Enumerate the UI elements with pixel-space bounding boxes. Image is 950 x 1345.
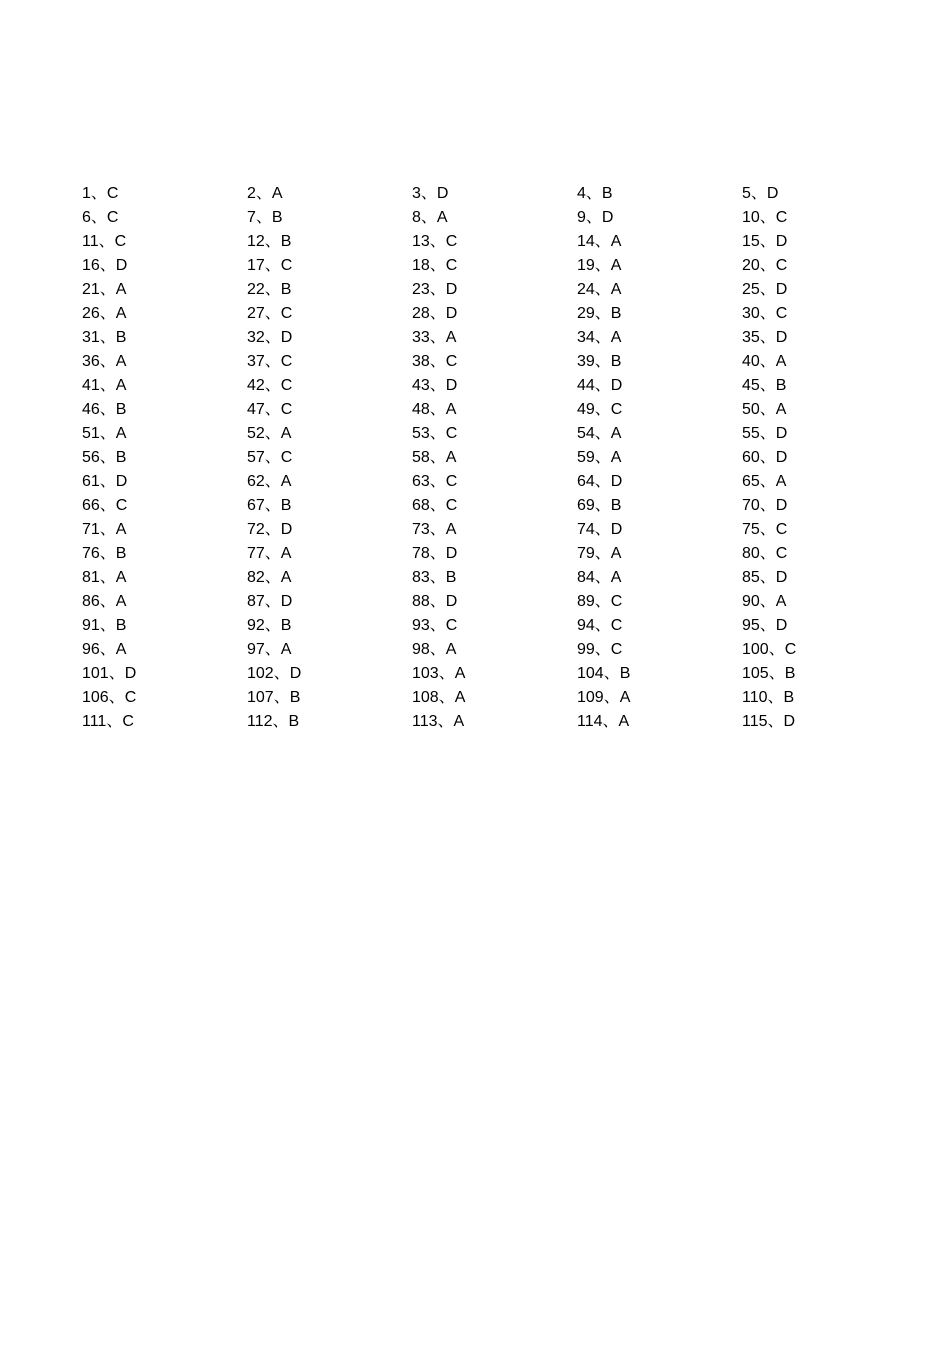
answer-item: 81、A — [82, 569, 127, 586]
answer-item: 106、C — [82, 689, 137, 706]
answer-item: 69、B — [577, 497, 622, 514]
answer-item: 20、C — [742, 257, 788, 274]
answer-item: 30、C — [742, 305, 788, 322]
answer-item: 62、A — [247, 473, 292, 490]
answer-item: 58、A — [412, 449, 457, 466]
answer-item: 11、C — [82, 233, 127, 250]
answer-item: 15、D — [742, 233, 788, 250]
answer-item: 114、A — [577, 713, 630, 730]
answer-item: 63、C — [412, 473, 458, 490]
answer-item: 108、A — [412, 689, 466, 706]
answer-item: 113、A — [412, 713, 465, 730]
answer-item: 21、A — [82, 281, 127, 298]
answer-item: 5、D — [742, 185, 779, 202]
answer-item: 89、C — [577, 593, 623, 610]
answer-item: 34、A — [577, 329, 622, 346]
answer-item: 14、A — [577, 233, 622, 250]
answer-item: 51、A — [82, 425, 127, 442]
answer-item: 68、C — [412, 497, 458, 514]
answer-item: 49、C — [577, 401, 623, 418]
answer-item: 104、B — [577, 665, 631, 682]
answer-item: 40、A — [742, 353, 787, 370]
answer-item: 87、D — [247, 593, 293, 610]
answer-item: 80、C — [742, 545, 788, 562]
answer-item: 46、B — [82, 401, 127, 418]
answer-item: 13、C — [412, 233, 458, 250]
answer-item: 88、D — [412, 593, 458, 610]
answer-item: 109、A — [577, 689, 631, 706]
answer-item: 56、B — [82, 449, 127, 466]
answer-item: 93、C — [412, 617, 458, 634]
answer-item: 74、D — [577, 521, 623, 538]
answer-item: 83、B — [412, 569, 457, 586]
answer-item: 1、C — [82, 185, 119, 202]
answer-item: 31、B — [82, 329, 127, 346]
answer-item: 111、C — [82, 713, 134, 730]
answer-item: 7、B — [247, 209, 283, 226]
answer-item: 78、D — [412, 545, 458, 562]
answer-item: 101、D — [82, 665, 137, 682]
answer-item: 102、D — [247, 665, 302, 682]
answer-item: 66、C — [82, 497, 128, 514]
answer-item: 85、D — [742, 569, 788, 586]
answer-item: 95、D — [742, 617, 788, 634]
answer-item: 8、A — [412, 209, 448, 226]
answer-item: 61、D — [82, 473, 128, 490]
answer-item: 103、A — [412, 665, 466, 682]
answer-item: 19、A — [577, 257, 622, 274]
answer-item: 92、B — [247, 617, 292, 634]
answer-item: 47、C — [247, 401, 293, 418]
answer-item: 17、C — [247, 257, 293, 274]
answer-item: 112、B — [247, 713, 300, 730]
answer-item: 91、B — [82, 617, 127, 634]
answer-item: 53、C — [412, 425, 458, 442]
answer-item: 67、B — [247, 497, 292, 514]
answer-item: 35、D — [742, 329, 788, 346]
answer-item: 33、A — [412, 329, 457, 346]
answer-item: 97、A — [247, 641, 292, 658]
answer-item: 48、A — [412, 401, 457, 418]
answer-item: 36、A — [82, 353, 127, 370]
answer-item: 45、B — [742, 377, 787, 394]
answer-item: 42、C — [247, 377, 293, 394]
answer-item: 18、C — [412, 257, 458, 274]
answer-item: 9、D — [577, 209, 614, 226]
answer-item: 94、C — [577, 617, 623, 634]
answer-item: 98、A — [412, 641, 457, 658]
answer-item: 44、D — [577, 377, 623, 394]
answer-item: 25、D — [742, 281, 788, 298]
answer-item: 32、D — [247, 329, 293, 346]
answer-item: 4、B — [577, 185, 613, 202]
answer-item: 59、A — [577, 449, 622, 466]
answer-item: 2、A — [247, 185, 283, 202]
answer-item: 64、D — [577, 473, 623, 490]
answer-item: 29、B — [577, 305, 622, 322]
answer-item: 43、D — [412, 377, 458, 394]
answer-item: 70、D — [742, 497, 788, 514]
answer-item: 26、A — [82, 305, 127, 322]
answer-item: 6、C — [82, 209, 119, 226]
answer-item: 16、D — [82, 257, 128, 274]
answer-item: 96、A — [82, 641, 127, 658]
answer-item: 24、A — [577, 281, 622, 298]
answer-item: 60、D — [742, 449, 788, 466]
answer-item: 52、A — [247, 425, 292, 442]
answer-item: 86、A — [82, 593, 127, 610]
answer-item: 22、B — [247, 281, 292, 298]
answer-item: 39、B — [577, 353, 622, 370]
answer-item: 73、A — [412, 521, 457, 538]
answer-item: 23、D — [412, 281, 458, 298]
answer-item: 10、C — [742, 209, 788, 226]
answer-item: 77、A — [247, 545, 292, 562]
answer-item: 12、B — [247, 233, 292, 250]
answer-item: 3、D — [412, 185, 449, 202]
answer-item: 55、D — [742, 425, 788, 442]
answer-item: 115、D — [742, 713, 796, 730]
answer-item: 38、C — [412, 353, 458, 370]
answer-item: 37、C — [247, 353, 293, 370]
answer-item: 54、A — [577, 425, 622, 442]
answer-item: 110、B — [742, 689, 795, 706]
answer-item: 71、A — [82, 521, 127, 538]
answer-item: 79、A — [577, 545, 622, 562]
answer-item: 65、A — [742, 473, 787, 490]
answer-key-grid — [82, 182, 852, 734]
answer-item: 84、A — [577, 569, 622, 586]
answer-item: 75、C — [742, 521, 788, 538]
answer-item: 72、D — [247, 521, 293, 538]
answer-item: 50、A — [742, 401, 787, 418]
answer-item: 82、A — [247, 569, 292, 586]
answer-item: 107、B — [247, 689, 301, 706]
answer-item: 27、C — [247, 305, 293, 322]
answer-item: 28、D — [412, 305, 458, 322]
answer-item: 100、C — [742, 641, 797, 658]
answer-item: 105、B — [742, 665, 796, 682]
answer-item: 57、C — [247, 449, 293, 466]
answer-item: 41、A — [82, 377, 127, 394]
answer-item: 90、A — [742, 593, 787, 610]
answer-item: 99、C — [577, 641, 623, 658]
answer-item: 76、B — [82, 545, 127, 562]
